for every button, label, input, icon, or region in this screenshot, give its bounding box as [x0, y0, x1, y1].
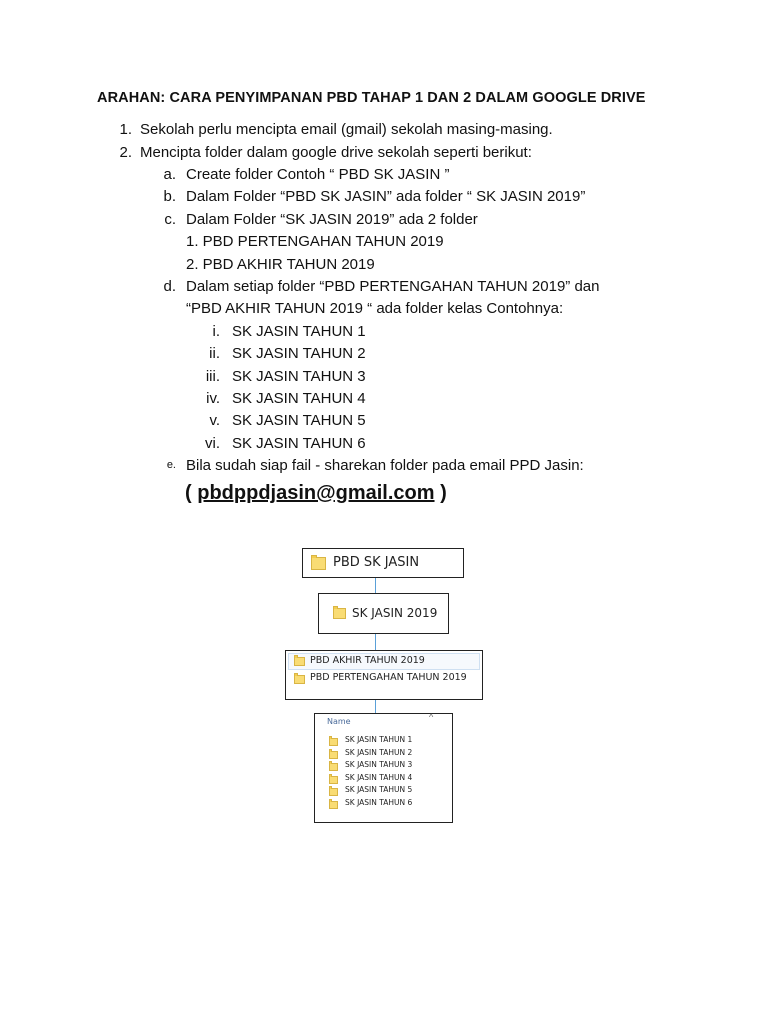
folder-label: SK JASIN 2019	[352, 606, 438, 620]
folder-box-level2	[318, 593, 449, 634]
class-item-number: vi.	[205, 435, 220, 452]
class-item-text: SK JASIN TAHUN 2	[232, 345, 366, 362]
folder-box-level4	[314, 713, 453, 823]
class-item-text: SK JASIN TAHUN 4	[232, 390, 366, 407]
substep-label-e: e.	[166, 459, 176, 471]
folder-label: PBD AKHIR TAHUN 2019	[310, 655, 425, 666]
step-number-1: 1.	[119, 121, 132, 138]
step-text-1: Sekolah perlu mencipta email (gmail) sekolah masing-masing.	[140, 121, 553, 138]
email-close-paren: )	[440, 482, 447, 504]
folder-box-level1	[302, 548, 464, 578]
folder-icon	[329, 801, 338, 809]
folder-icon	[329, 776, 338, 784]
connector-line	[375, 634, 376, 650]
substep-text-d-line1: Dalam setiap folder “PBD PERTENGAHAN TAHUN 2019” dan	[186, 278, 600, 295]
substep-c-item-2: 2. PBD AKHIR TAHUN 2019	[186, 256, 375, 273]
document-title: ARAHAN: CARA PENYIMPANAN PBD TAHAP 1 DAN 2 DALAM GOOGLE DRIVE	[97, 90, 646, 106]
email-open-paren: (	[185, 482, 192, 504]
substep-label-d: d.	[163, 278, 176, 295]
substep-text-c: Dalam Folder “SK JASIN 2019” ada 2 folder	[186, 211, 478, 228]
connector-line	[375, 578, 376, 593]
step-number-2: 2.	[119, 144, 132, 161]
step-text-2: Mencipta folder dalam google drive sekolah seperti berikut:	[140, 144, 532, 161]
class-item-text: SK JASIN TAHUN 3	[232, 368, 366, 385]
connector-line	[375, 700, 376, 713]
class-item-number: v.	[209, 412, 220, 429]
folder-label: SK JASIN TAHUN 3	[345, 760, 413, 769]
folder-label: SK JASIN TAHUN 6	[345, 798, 413, 807]
substep-c-item-1: 1. PBD PERTENGAHAN TAHUN 2019	[186, 233, 444, 250]
class-item-text: SK JASIN TAHUN 1	[232, 323, 366, 340]
folder-label: SK JASIN TAHUN 4	[345, 773, 413, 782]
substep-label-a: a.	[163, 166, 176, 183]
folder-icon	[329, 738, 338, 746]
email-address: pbdppdjasin@gmail.com	[197, 482, 435, 504]
folder-box-level3	[285, 650, 483, 700]
class-item-number: ii.	[209, 345, 220, 362]
class-item-number: iii.	[205, 368, 220, 385]
folder-icon	[329, 788, 338, 796]
substep-text-b: Dalam Folder “PBD SK JASIN” ada folder “ SK JASIN 2019”	[186, 188, 586, 205]
email-line	[185, 482, 447, 505]
folder-icon	[311, 557, 326, 570]
folder-label: SK JASIN TAHUN 2	[345, 748, 413, 757]
class-item-text: SK JASIN TAHUN 5	[232, 412, 366, 429]
name-column-header: Name	[327, 717, 351, 726]
substep-label-c: c.	[164, 211, 176, 228]
folder-label: SK JASIN TAHUN 1	[345, 735, 413, 744]
folder-label: PBD SK JASIN	[333, 555, 420, 570]
folder-label: PBD PERTENGAHAN TAHUN 2019	[310, 672, 467, 683]
substep-text-a: Create folder Contoh “ PBD SK JASIN ”	[186, 166, 450, 183]
folder-icon	[294, 657, 305, 666]
folder-label: SK JASIN TAHUN 5	[345, 785, 413, 794]
folder-icon	[333, 608, 346, 619]
substep-text-e: Bila sudah siap fail - sharekan folder pada email PPD Jasin:	[186, 457, 584, 474]
class-item-number: i.	[212, 323, 220, 340]
sort-chevron-icon: ^	[429, 712, 434, 722]
class-item-number: iv.	[206, 390, 220, 407]
substep-label-b: b.	[163, 188, 176, 205]
folder-icon	[329, 763, 338, 771]
folder-icon	[294, 675, 305, 684]
substep-text-d-line2: “PBD AKHIR TAHUN 2019 “ ada folder kelas Contohnya:	[186, 300, 564, 317]
class-item-text: SK JASIN TAHUN 6	[232, 435, 366, 452]
folder-icon	[329, 751, 338, 759]
